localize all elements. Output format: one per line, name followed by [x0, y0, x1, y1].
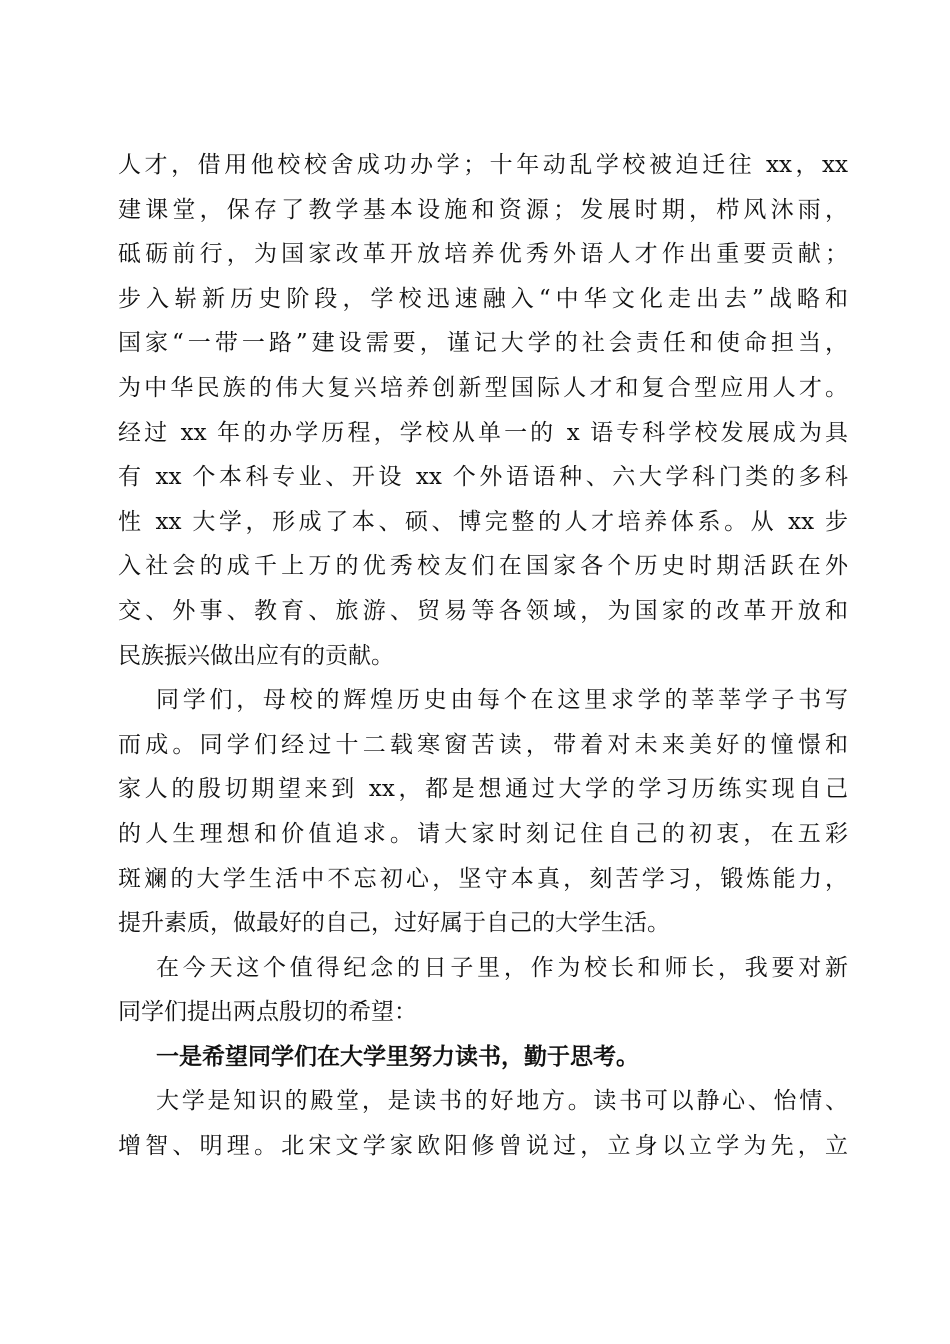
text-line: 建课堂，保存了教学基本设施和资源；发展时期，栉风沐雨， [118, 196, 848, 223]
text-line: 而成。同学们经过十二载寒窗苦读，带着对未来美好的憧憬和 [118, 731, 848, 758]
text-line: 增智、明理。北宋文学家欧阳修曾说过，立身以立学为先，立 [118, 1133, 848, 1160]
text-line: 砥砺前行，为国家改革开放培养优秀外语人才作出重要贡献； [118, 241, 848, 268]
text-line: 同学们，母校的辉煌历史由每个在这里求学的莘莘学子书写 [156, 687, 848, 714]
text-line: 步入崭新历史阶段，学校迅速融入“中华文化走出去”战略和 [118, 285, 848, 312]
text-line: 的人生理想和价值追求。请大家时刻记住自己的初衷，在五彩 [118, 820, 848, 847]
text-line: 人才，借用他校校舍成功办学；十年动乱学校被迫迁往 xx，xx [118, 152, 848, 178]
section-heading: 一是希望同学们在大学里努力读书，勤于思考。 [156, 1042, 639, 1070]
text-line: 斑斓的大学生活中不忘初心，坚守本真，刻苦学习，锻炼能力， [118, 865, 848, 892]
text-line: 同学们提出两点殷切的希望： [118, 999, 417, 1026]
text-line: 性 xx 大学，形成了本、硕、博完整的人才培养体系。从 xx 步 [118, 508, 848, 535]
text-line: 民族振兴做出应有的贡献。 [118, 642, 394, 669]
text-line: 在今天这个值得纪念的日子里，作为校长和师长，我要对新 [156, 954, 848, 981]
text-line: 入社会的成千上万的优秀校友们在国家各个历史时期活跃在外 [118, 553, 848, 580]
text-line: 经过 xx 年的办学历程，学校从单一的 x 语专科学校发展成为具 [118, 419, 848, 446]
text-line: 提升素质，做最好的自己，过好属于自己的大学生活。 [118, 910, 670, 937]
document-body [118, 143, 848, 1169]
text-line: 交、外事、教育、旅游、贸易等各领域，为国家的改革开放和 [118, 597, 848, 624]
text-line: 家人的殷切期望来到 xx，都是想通过大学的学习历练实现自己 [118, 776, 848, 803]
text-line: 有 xx 个本科专业、开设 xx 个外语语种、六大学科门类的多科 [118, 464, 848, 491]
text-line: 为中华民族的伟大复兴培养创新型国际人才和复合型应用人才。 [118, 374, 848, 401]
text-line: 国家“一带一路”建设需要，谨记大学的社会责任和使命担当， [118, 330, 848, 357]
text-line: 大学是知识的殿堂，是读书的好地方。读书可以静心、怡情、 [156, 1088, 848, 1115]
